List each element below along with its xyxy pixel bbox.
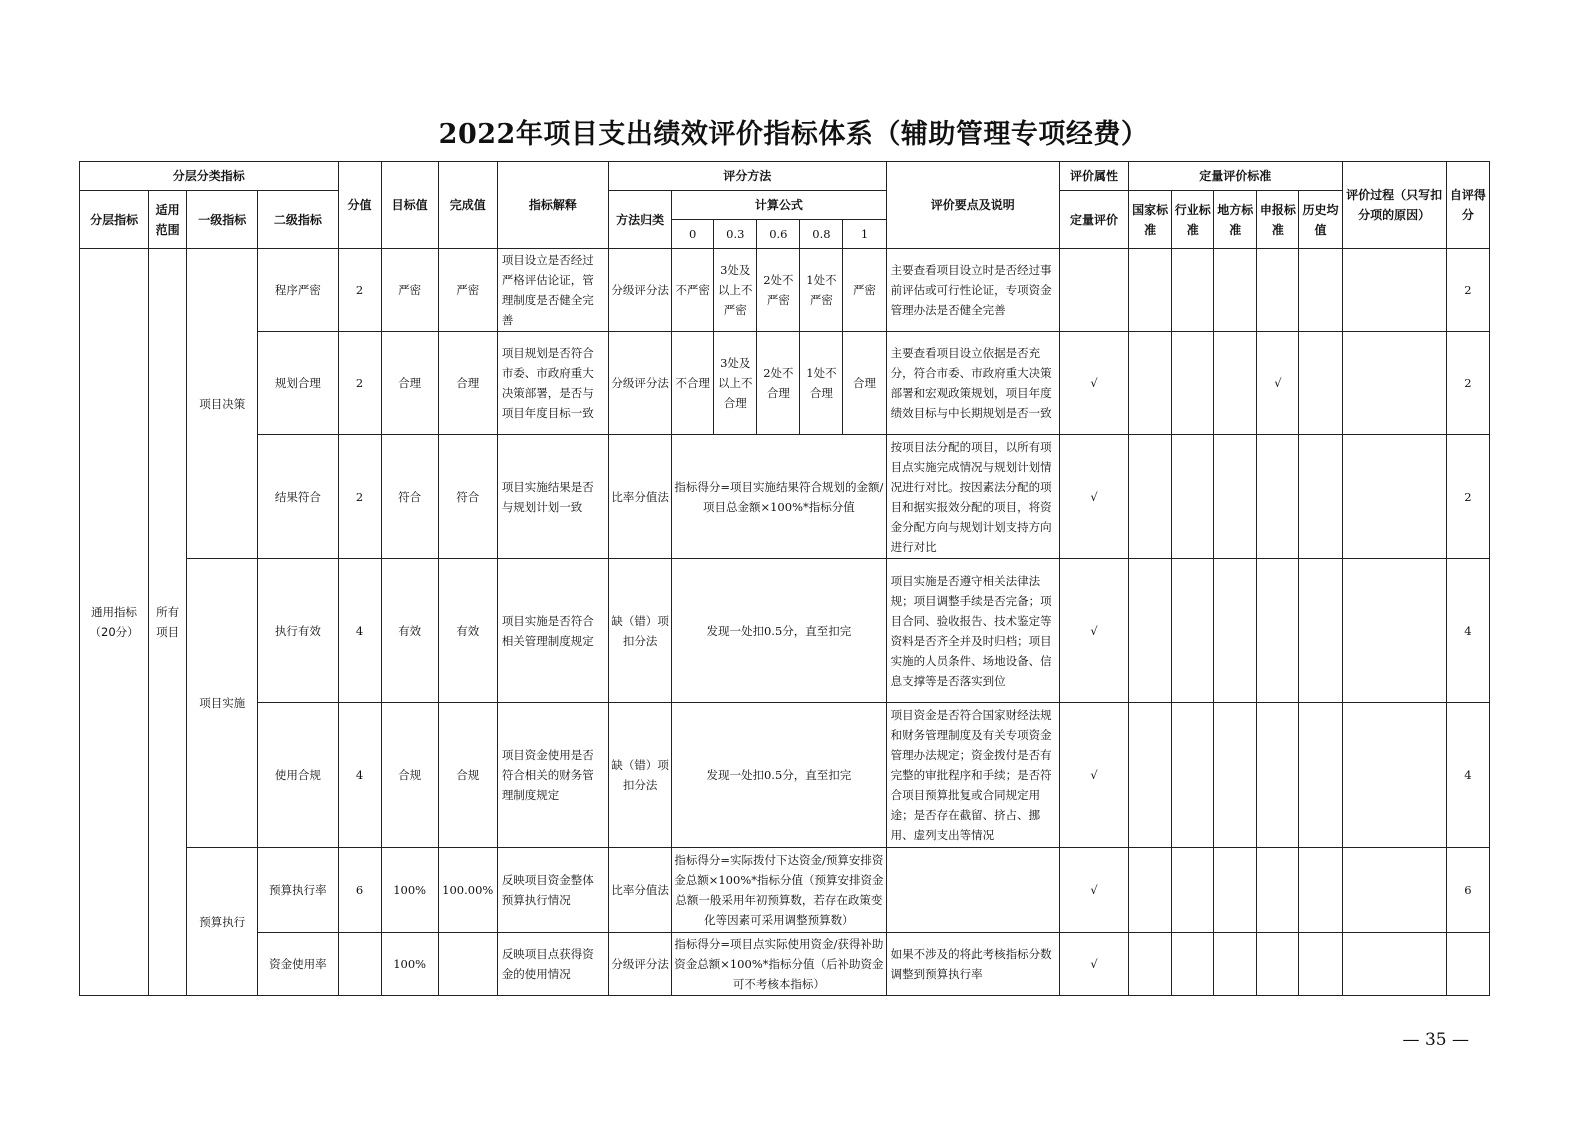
key-points-text: 主要查看项目设立时是否经过事前评估或可行性论证，专项资金管理办法是否健全完善	[886, 249, 1059, 332]
first-indicator-decision: 项目决策	[187, 249, 258, 559]
key-points-text	[886, 848, 1059, 933]
declared-std-mark	[1257, 249, 1299, 332]
formula-03: 3处及以上不严密	[714, 249, 757, 332]
declared-std-mark	[1257, 435, 1299, 559]
process-cell	[1342, 933, 1446, 996]
quant-eval-mark	[1059, 249, 1128, 332]
industry-std-cell	[1172, 435, 1214, 559]
quant-std-header: 定量评价标准	[1129, 162, 1342, 191]
target-value: 100%	[381, 848, 438, 933]
second-indicator: 执行有效	[258, 559, 338, 703]
formula-03-header: 0.3	[714, 220, 757, 249]
level-indicator-header: 分层指标	[80, 191, 149, 249]
national-std-cell	[1129, 559, 1172, 703]
formula-0-header: 0	[672, 220, 714, 249]
first-indicator-header: 一级指标	[187, 191, 258, 249]
table-row	[80, 848, 1490, 933]
method-type: 分级评分法	[609, 933, 672, 996]
declared-std-mark	[1257, 703, 1299, 848]
historical-std-cell	[1299, 559, 1342, 703]
formula-0: 不合理	[672, 332, 714, 435]
score-header: 分值	[338, 162, 381, 249]
quant-eval-mark: √	[1059, 848, 1128, 933]
industry-std-cell	[1172, 933, 1214, 996]
historical-std-cell	[1299, 933, 1342, 996]
local-std-cell	[1214, 332, 1257, 435]
score-value: 2	[338, 249, 381, 332]
self-score-header: 自评得分	[1446, 162, 1489, 249]
industry-std-cell	[1172, 703, 1214, 848]
historical-std-cell	[1299, 848, 1342, 933]
target-value: 合规	[381, 703, 438, 848]
page-title: 2022年项目支出绩效评价指标体系（辅助管理专项经费）	[438, 119, 1149, 150]
self-score-value: 2	[1446, 435, 1489, 559]
national-std-cell	[1129, 848, 1172, 933]
quant-eval-mark: √	[1059, 332, 1128, 435]
score-value: 4	[338, 559, 381, 703]
explanation-text: 项目规划是否符合市委、市政府重大决策部署，是否与项目年度目标一致	[497, 332, 608, 435]
process-cell	[1342, 249, 1446, 332]
level-cell: 通用指标（20分）	[80, 249, 149, 996]
second-indicator: 资金使用率	[258, 933, 338, 996]
score-value	[338, 933, 381, 996]
target-header: 目标值	[381, 162, 438, 249]
first-indicator-implementation: 项目实施	[187, 559, 258, 848]
formula-08-header: 0.8	[800, 220, 843, 249]
formula-0: 不严密	[672, 249, 714, 332]
target-value: 100%	[381, 933, 438, 996]
historical-std-cell	[1299, 435, 1342, 559]
table-row	[80, 933, 1490, 996]
eval-attr-header: 评价属性	[1059, 162, 1128, 191]
declared-std-mark	[1257, 559, 1299, 703]
formula-text: 发现一处扣0.5分，直至扣完	[672, 559, 886, 703]
key-points-text: 项目实施是否遵守相关法律法规；项目调整手续是否完备；项目合同、验收报告、技术鉴定等资料是否齐全并及时归档；项目实施的人员条件、场地设备、信息支撑等是否落实到位	[886, 559, 1059, 703]
industry-std-cell	[1172, 332, 1214, 435]
local-std-cell	[1214, 249, 1257, 332]
scoring-method-header: 评分方法	[609, 162, 887, 191]
local-std-cell	[1214, 703, 1257, 848]
page-number: — 35 —	[1402, 1030, 1469, 1050]
historical-std-header: 历史均值	[1299, 191, 1342, 249]
key-points-header: 评价要点及说明	[886, 162, 1059, 249]
industry-std-cell	[1172, 559, 1214, 703]
formula-header: 计算公式	[672, 191, 886, 220]
explanation-text: 项目设立是否经过严格评估论证，管理制度是否健全完善	[497, 249, 608, 332]
first-indicator-budget: 预算执行	[187, 848, 258, 996]
historical-std-cell	[1299, 332, 1342, 435]
declared-std-header: 申报标准	[1257, 191, 1299, 249]
second-indicator: 预算执行率	[258, 848, 338, 933]
industry-std-header: 行业标准	[1172, 191, 1214, 249]
explanation-text: 反映项目资金整体预算执行情况	[497, 848, 608, 933]
declared-std-mark	[1257, 933, 1299, 996]
score-value: 4	[338, 703, 381, 848]
explanation-header: 指标解释	[497, 162, 608, 249]
score-value: 2	[338, 332, 381, 435]
industry-std-cell	[1172, 249, 1214, 332]
local-std-cell	[1214, 435, 1257, 559]
target-value: 符合	[381, 435, 438, 559]
actual-value: 合理	[438, 332, 497, 435]
table-row	[80, 703, 1490, 848]
target-value: 合理	[381, 332, 438, 435]
process-header: 评价过程（只写扣分项的原因）	[1342, 162, 1446, 249]
explanation-text: 项目资金使用是否符合相关的财务管理制度规定	[497, 703, 608, 848]
formula-06: 2处不严密	[757, 249, 800, 332]
formula-text: 发现一处扣0.5分，直至扣完	[672, 703, 886, 848]
historical-std-cell	[1299, 249, 1342, 332]
actual-value	[438, 933, 497, 996]
key-points-text: 如果不涉及的将此考核指标分数调整到预算执行率	[886, 933, 1059, 996]
table-row	[80, 435, 1490, 559]
second-indicator: 程序严密	[258, 249, 338, 332]
scope-cell: 所有项目	[149, 249, 187, 996]
second-indicator: 规划合理	[258, 332, 338, 435]
quant-eval-mark: √	[1059, 703, 1128, 848]
key-points-text: 按项目法分配的项目，以所有项目点实施完成情况与规划计划情况进行对比。按因素法分配的项目和据实报效分配的项目，将资金分配方向与规划计划支持方向进行对比	[886, 435, 1059, 559]
explanation-text: 项目实施是否符合相关管理制度规定	[497, 559, 608, 703]
industry-std-cell	[1172, 848, 1214, 933]
historical-std-cell	[1299, 703, 1342, 848]
local-std-cell	[1214, 848, 1257, 933]
actual-value: 有效	[438, 559, 497, 703]
second-indicator: 使用合规	[258, 703, 338, 848]
actual-value: 符合	[438, 435, 497, 559]
process-cell	[1342, 332, 1446, 435]
evaluation-table	[79, 161, 1490, 996]
self-score-value: 2	[1446, 332, 1489, 435]
process-cell	[1342, 848, 1446, 933]
table-row	[80, 332, 1490, 435]
table-row	[80, 249, 1490, 332]
quant-eval-header: 定量评价	[1059, 191, 1128, 249]
formula-text: 指标得分=项目实施结果符合规划的金额/项目总金额×100%*指标分值	[672, 435, 886, 559]
actual-value: 合规	[438, 703, 497, 848]
declared-std-mark	[1257, 848, 1299, 933]
actual-header: 完成值	[438, 162, 497, 249]
score-value: 2	[338, 435, 381, 559]
formula-1: 严密	[843, 249, 886, 332]
target-value: 有效	[381, 559, 438, 703]
national-std-cell	[1129, 332, 1172, 435]
self-score-value: 2	[1446, 249, 1489, 332]
actual-value: 严密	[438, 249, 497, 332]
self-score-value: 4	[1446, 559, 1489, 703]
method-type-header: 方法归类	[609, 191, 672, 249]
actual-value: 100.00%	[438, 848, 497, 933]
method-type: 分级评分法	[609, 249, 672, 332]
second-indicator-header: 二级指标	[258, 191, 338, 249]
target-value: 严密	[381, 249, 438, 332]
explanation-text: 项目实施结果是否与规划计划一致	[497, 435, 608, 559]
formula-1-header: 1	[843, 220, 886, 249]
formula-03: 3处及以上不合理	[714, 332, 757, 435]
local-std-header: 地方标准	[1214, 191, 1257, 249]
formula-08: 1处不合理	[800, 332, 843, 435]
quant-eval-mark: √	[1059, 933, 1128, 996]
local-std-cell	[1214, 559, 1257, 703]
method-type: 比率分值法	[609, 435, 672, 559]
national-std-cell	[1129, 249, 1172, 332]
table-row	[80, 559, 1490, 703]
scope-header: 适用范围	[149, 191, 187, 249]
self-score-value: 4	[1446, 703, 1489, 848]
national-std-header: 国家标准	[1129, 191, 1172, 249]
process-cell	[1342, 703, 1446, 848]
method-type: 缺（错）项扣分法	[609, 559, 672, 703]
method-type: 分级评分法	[609, 332, 672, 435]
second-indicator: 结果符合	[258, 435, 338, 559]
key-points-text: 项目资金是否符合国家财经法规和财务管理制度及有关专项资金管理办法规定；资金拨付是否有完整的审批程序和手续；是否符合项目预算批复或合同规定用途；是否存在截留、挤占、挪用、虚列支出等情况	[886, 703, 1059, 848]
method-type: 比率分值法	[609, 848, 672, 933]
key-points-text: 主要查看项目设立依据是否充分，符合市委、市政府重大决策部署和宏观政策规划，项目年度绩效目标与中长期规划是否一致	[886, 332, 1059, 435]
formula-text: 指标得分=项目点实际使用资金/获得补助资金总额×100%*指标分值（后补助资金可不考核本指标）	[672, 933, 886, 996]
explanation-text: 反映项目点获得资金的使用情况	[497, 933, 608, 996]
process-cell	[1342, 435, 1446, 559]
quant-eval-mark: √	[1059, 435, 1128, 559]
formula-06-header: 0.6	[757, 220, 800, 249]
national-std-cell	[1129, 933, 1172, 996]
local-std-cell	[1214, 933, 1257, 996]
national-std-cell	[1129, 435, 1172, 559]
formula-08: 1处不严密	[800, 249, 843, 332]
declared-std-mark: √	[1257, 332, 1299, 435]
national-std-cell	[1129, 703, 1172, 848]
formula-text: 指标得分=实际拨付下达资金/预算安排资金总额×100%*指标分值（预算安排资金总额一般采用年初预算数，若存在政策变化等因素可采用调整预算数）	[672, 848, 886, 933]
process-cell	[1342, 559, 1446, 703]
score-value: 6	[338, 848, 381, 933]
method-type: 缺（错）项扣分法	[609, 703, 672, 848]
self-score-value	[1446, 933, 1489, 996]
quant-eval-mark: √	[1059, 559, 1128, 703]
self-score-value: 6	[1446, 848, 1489, 933]
formula-1: 合理	[843, 332, 886, 435]
formula-06: 2处不合理	[757, 332, 800, 435]
group-indicators-header: 分层分类指标	[80, 162, 339, 191]
